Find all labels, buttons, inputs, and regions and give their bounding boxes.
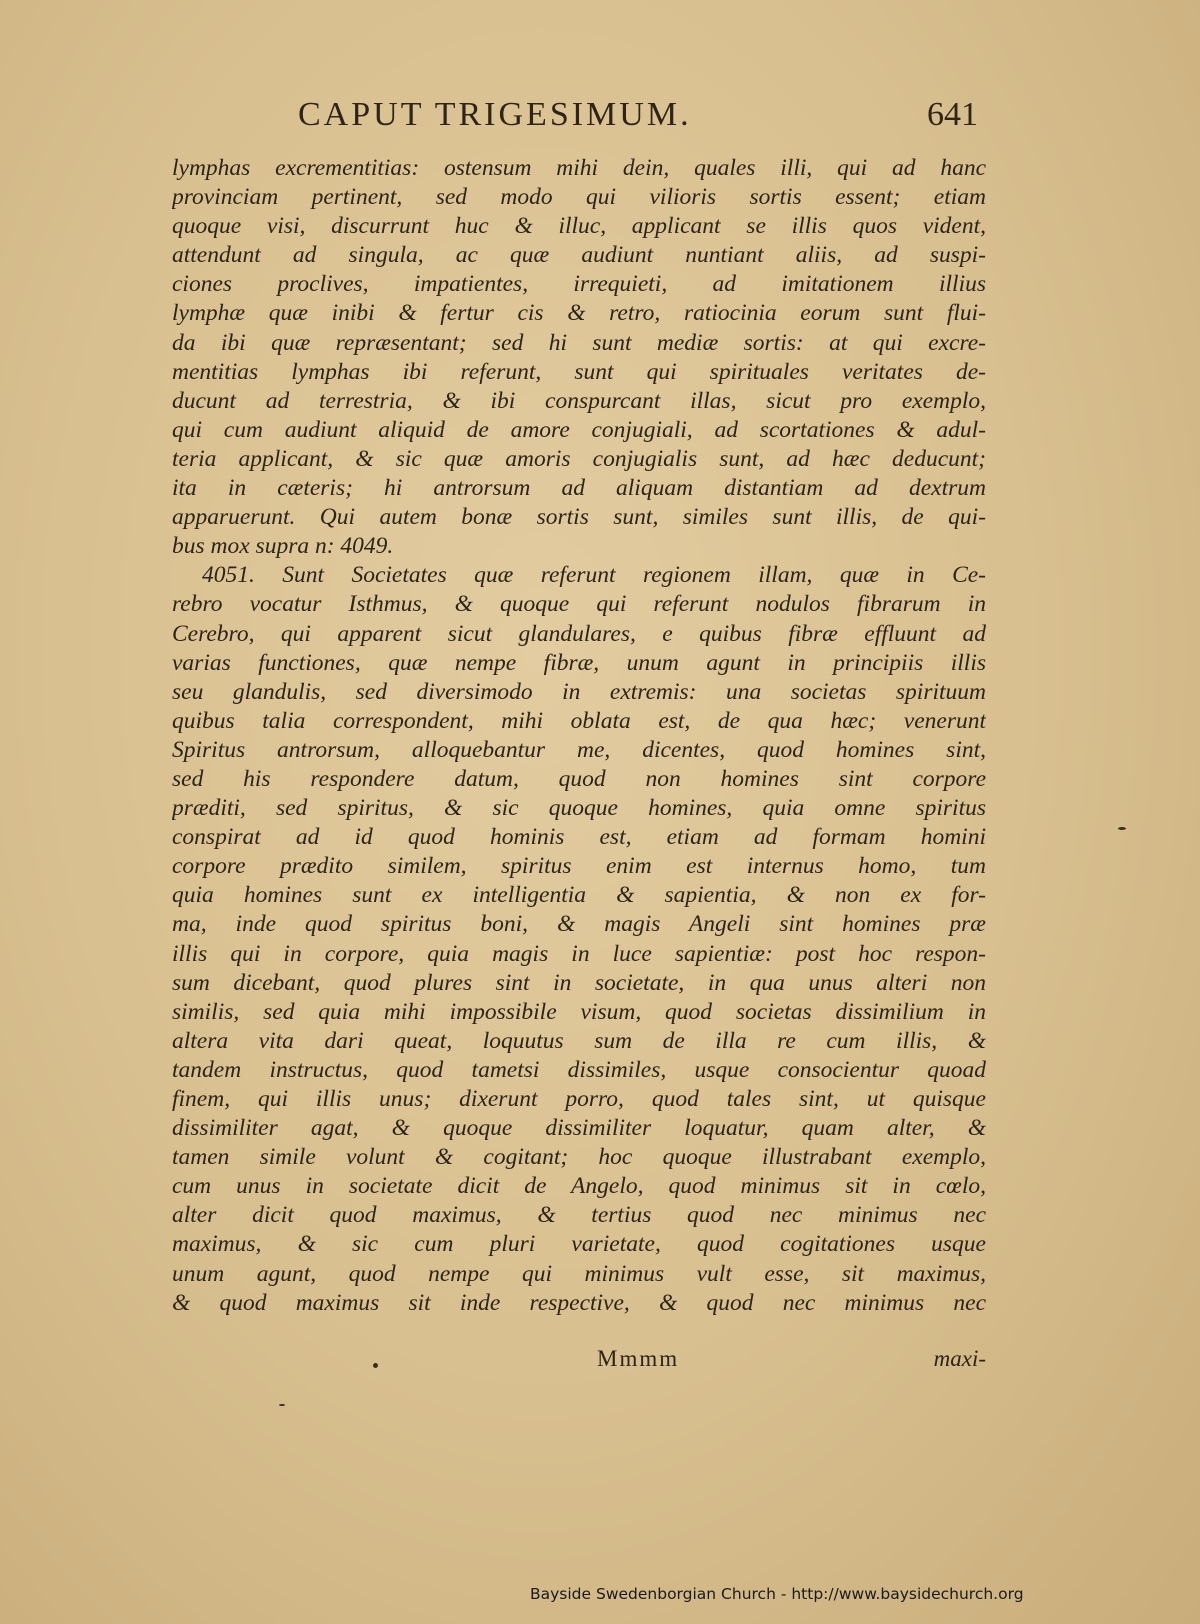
text-line: tandem instructus, quod tametsi dissimiles, usque consocientur quoad [172,1056,986,1083]
signature-mark: Mmmm [597,1346,680,1371]
text-line: mentitias lymphas ibi referunt, sunt qui spirituales veritates de- [172,358,986,385]
ink-speck [1118,827,1126,830]
text-line: unum agunt, quod nempe qui minimus vult esse, sit maximus, [172,1260,986,1287]
paragraph-start-line: 4051. Sunt Societates quæ referunt regionem illam, quæ in Ce- [202,562,986,589]
text-line: præditi, sed spiritus, & sic quoque homines, quia omne spiritus [172,795,986,822]
text-line: alter dicit quod maximus, & tertius quod nec minimus nec [172,1202,986,1229]
text-line: teria applicant, & sic quæ amoris conjugialis sunt, ad hæc deducunt; [172,445,986,472]
text-line: Cerebro, qui apparent sicut glandulares, e quibus fibræ effluunt ad [172,620,986,647]
text-line: bus mox supra n: 4049. [172,533,394,560]
text-line: qui cum audiunt aliquid de amore conjugiali, ad scortationes & adul- [172,416,986,443]
text-line: similis, sed quia mihi impossibile visum, quod societas dissimilium in [172,998,986,1025]
text-line: varias functiones, quæ nempe fibræ, unum agunt in principiis illis [172,649,986,676]
text-line: sed his respondere datum, quod non homines sint corpore [172,765,986,792]
text-line: seu glandulis, sed diversimodo in extremis: una societas spirituum [172,678,986,705]
text-line: tamen simile volunt & cogitant; hoc quoque illustrabant exemplo, [172,1144,986,1171]
text-line: finem, qui illis unus; dixerunt porro, quod tales sint, ut quisque [172,1086,986,1112]
text-line: Spiritus antrorsum, alloquebantur me, dicentes, quod homines sint, [172,736,986,763]
text-line: conspirat ad id quod hominis est, etiam ad formam homini [172,824,986,851]
text-line: ducunt ad terrestria, & ibi conspurcant illas, sicut pro exemplo, [172,387,986,414]
ink-speck [279,1404,285,1406]
text-line: cum unus in societate dicit de Angelo, quod minimus sit in cœlo, [172,1173,986,1200]
text-line: apparuerunt. Qui autem bonæ sortis sunt, similes sunt illis, de qui- [172,504,986,531]
text-line: ma, inde quod spiritus boni, & magis Angeli sint homines præ [172,911,986,938]
text-line: lymphæ quæ inibi & fertur cis & retro, ratiocinia eorum sunt flui- [172,300,986,327]
page-body [172,154,986,1318]
catchword: maxi- [933,1346,986,1371]
ink-speck [373,1363,378,1368]
text-line: maximus, & sic cum pluri varietate, quod cogitationes usque [172,1231,986,1258]
text-line: illis qui in corpore, quia magis in luce sapientiæ: post hoc respon- [172,940,986,967]
text-line: lymphas excrementitias: ostensum mihi dein, quales illi, qui ad hanc [172,155,986,181]
text-line: quoque visi, discurrunt huc & illuc, applicant se illis quos vident, [172,213,986,240]
text-line: rebro vocatur Isthmus, & quoque qui referunt nodulos fibrarum in [172,591,986,618]
text-line: corpore prædito similem, spiritus enim est internus homo, tum [172,853,986,880]
chapter-title: CAPUT TRIGESIMUM. [298,96,692,133]
text-line: quibus talia correspondent, mihi oblata est, de qua hæc; venerunt [172,707,986,734]
text-line: provinciam pertinent, sed modo qui vilioris sortis essent; etiam [172,184,986,211]
text-line: sum dicebant, quod plures sint in societate, in qua unus alteri non [172,969,986,996]
text-line: quia homines sunt ex intelligentia & sapientia, & non ex for- [172,882,986,909]
text-line: altera vita dari queat, loquutus sum de illa re cum illis, & [172,1027,986,1054]
source-credit: Bayside Swedenborgian Church - http://www.baysidechurch.org [530,1585,1024,1603]
text-line: ciones proclives, impatientes, irrequieti, ad imitationem illius [172,271,986,298]
text-line: da ibi quæ repræsentant; sed hi sunt mediæ sortis: at qui excre- [172,329,986,356]
page-number: 641 [927,96,978,133]
text-line: dissimiliter agat, & quoque dissimiliter loquatur, quam alter, & [172,1115,986,1142]
running-head [298,96,978,146]
text-line: & quod maximus sit inde respective, & quod nec minimus nec [172,1289,986,1316]
text-line: attendunt ad singula, ac quæ audiunt nuntiant aliis, ad suspi- [172,242,986,269]
text-line: ita in cæteris; hi antrorsum ad aliquam distantiam ad dextrum [172,475,986,502]
page-foot [172,1346,986,1378]
